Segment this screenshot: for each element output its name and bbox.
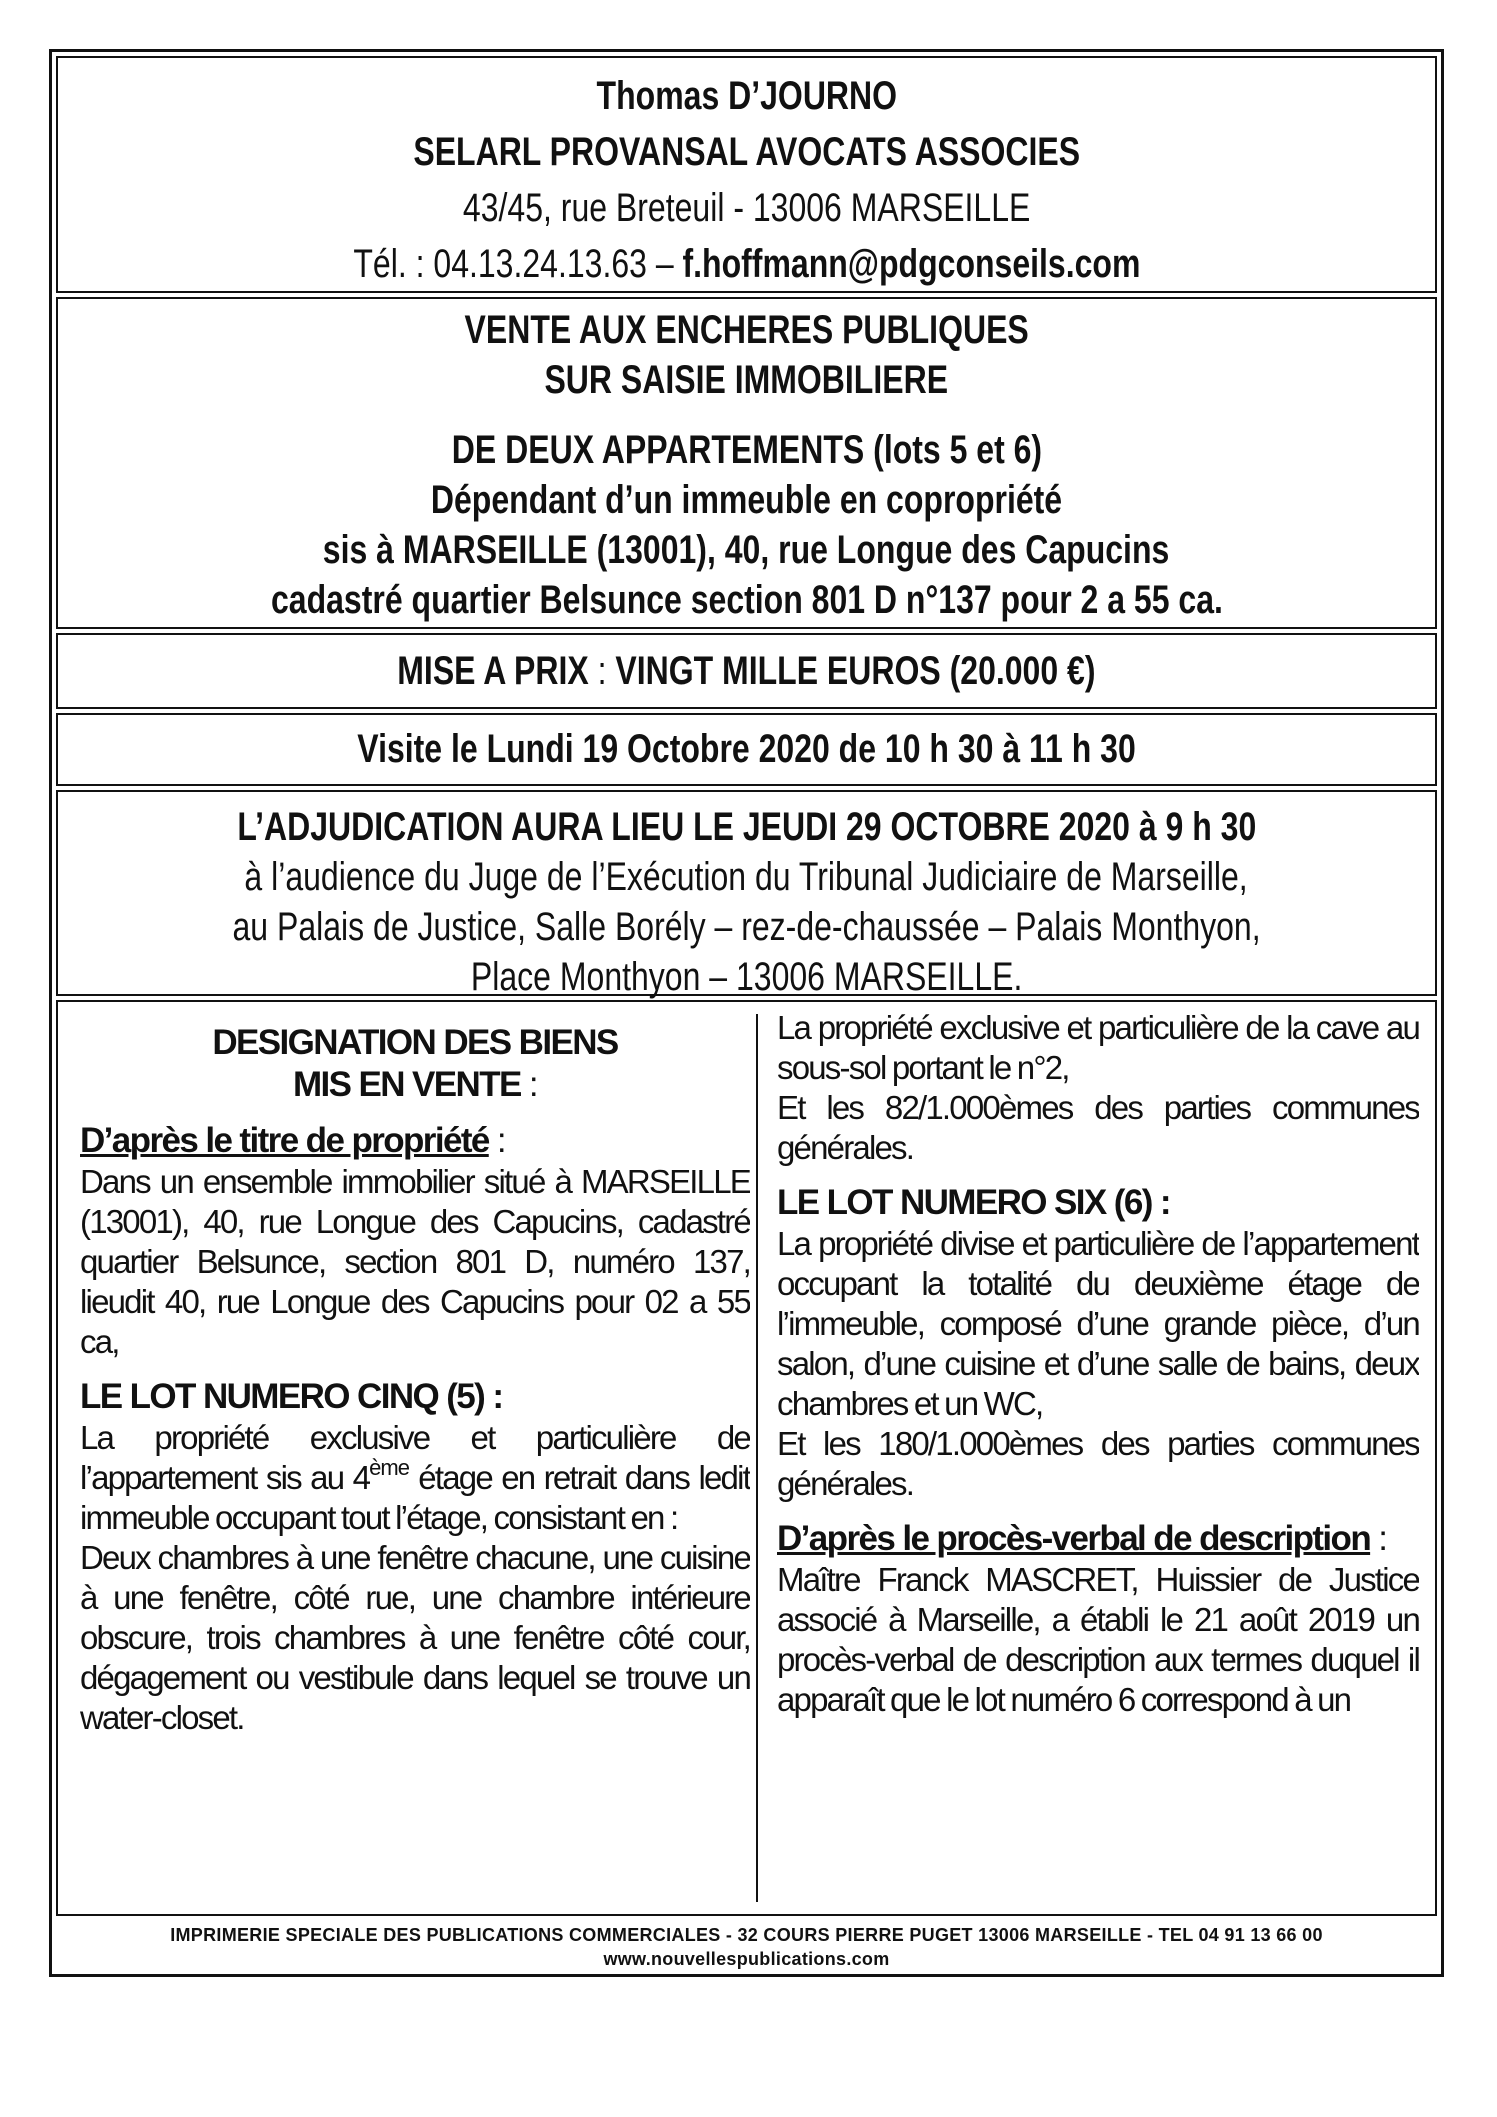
adjudication-line1: à l’audience du Juge de l’Exécution du Tribunal Judiciaire de Marseille, (244, 855, 1249, 899)
right-column (777, 1002, 1419, 1914)
firm-name: SELARL PROVANSAL AVOCATS ASSOCIES (413, 130, 1080, 174)
lawyer-name: Thomas D’JOURNO (596, 74, 897, 118)
sale-title-line1: VENTE AUX ENCHERES PUBLIQUES (464, 308, 1029, 352)
printer-footer (56, 1921, 1437, 1973)
sale-title-line2: SUR SAISIE IMMOBILIERE (544, 358, 949, 402)
lot5-text (80, 1418, 750, 1538)
adjudication-title: L’ADJUDICATION AURA LIEU LE JEUDI 29 OCTOBRE 2020 à 9 h 30 (237, 805, 1256, 849)
designation-heading-2 (80, 1064, 750, 1106)
lot5-superscript: ème (369, 1455, 409, 1480)
printer-website[interactable]: www.nouvellespublications.com (603, 1949, 890, 1969)
price-label: MISE A PRIX (397, 649, 589, 693)
sale-object (451, 425, 1041, 475)
email-link[interactable]: f.hoffmann@pdgconseils.com (682, 242, 1141, 286)
adjudication-line2: au Palais de Justice, Salle Borély – rez-de-chaussée – Palais Monthyon, (232, 905, 1261, 949)
visit-box (56, 713, 1437, 786)
printer-info: IMPRIMERIE SPECIALE DES PUBLICATIONS COMMERCIALES - 32 COURS PIERRE PUGET 13006 MARSEILLE - TEL 04 91 13 66 00 (170, 1925, 1323, 1945)
pv-text: Maître Franck MASCRET, Huissier de Justice associé à Marseille, a établi le 21 août 2019 un procès-verbal de description aux termes duquel il apparaît que le lot numéro 6 correspond à un (777, 1561, 1419, 1718)
cave-share: Et les 82/1.000èmes des parties communes générales. (777, 1089, 1419, 1166)
lot5-text-a: La propriété exclusive et particulière de l’appartement sis au 4 (80, 1419, 750, 1496)
sale-line3-street: , 40, rue Longue des Capucins (707, 528, 1170, 572)
titre-heading-text: D’après le titre de propriété (80, 1121, 489, 1160)
sale-object-bold: DE DEUX APPARTEMENTS (451, 428, 864, 472)
adjudication-box (56, 790, 1437, 999)
lot5-rooms: Deux chambres à une fenêtre chacune, une cuisine à une fenêtre, côté rue, une chambre intérieure obscure, trois chambres à une fenêtre côté cour, dégagement ou vestibule dans lequel se trouve un water-closet. (80, 1539, 750, 1736)
sale-line3 (323, 525, 1169, 575)
pv-heading-suffix: : (1370, 1519, 1387, 1558)
lot5-text-b: étage en retrait dans ledit immeuble occupant tout l’étage, consistant en : (80, 1459, 750, 1536)
price-value: VINGT MILLE EUROS (20.000 €) (615, 649, 1096, 693)
pv-heading-text: D’après le procès-verbal de description (777, 1519, 1371, 1558)
cave-text: La propriété exclusive et particulière de la cave au sous-sol portant le n°2, (777, 1009, 1419, 1086)
designation-heading-1: DESIGNATION DES BIENS (212, 1023, 618, 1062)
lawyer-header (56, 56, 1437, 293)
lot6-share: Et les 180/1.000èmes des parties communes générales. (777, 1425, 1419, 1502)
column-divider (756, 1014, 758, 1902)
sale-line3-pre: sis à (323, 528, 404, 572)
price-separator: : (588, 649, 616, 693)
sale-title-box (56, 297, 1437, 629)
telephone: Tél. : 04.13.24.13.63 – (352, 242, 683, 286)
contact-line (353, 236, 1140, 292)
price-box (56, 633, 1437, 709)
lot5-heading: LE LOT NUMERO CINQ (5) : (80, 1377, 503, 1416)
sale-line3-city: MARSEILLE (13001) (403, 528, 708, 572)
sale-cadastre: cadastré quartier Belsunce section 801 D n°137 pour 2 a 55 ca. (270, 578, 1223, 622)
property-details (56, 1000, 1437, 1916)
pv-heading (777, 1518, 1419, 1560)
sale-line2: Dépendant d’un immeuble en copropriété (430, 478, 1063, 522)
lot6-text: La propriété divise et particulière de l’appartement occupant la totalité du deuxième étage de l’immeuble, composé d’une grande pièce, d’un salon, d’une cuisine et d’une salle de bains, deux chambres et un WC, (777, 1225, 1419, 1422)
adjudication-line3: Place Monthyon – 13006 MARSEILLE. (470, 955, 1023, 999)
price-line (397, 635, 1095, 707)
titre-text: Dans un ensemble immobilier situé à MARSEILLE (13001), 40, rue Longue des Capucins, cadastré quartier Belsunce, section 801 D, numéro 137, lieudit 40, rue Longue des Capucins pour 02 a 55 ca, (80, 1163, 750, 1360)
designation-heading-2-text: MIS EN VENTE (292, 1065, 521, 1104)
visit-text: Visite le Lundi 19 Octobre 2020 de 10 h 30 à 11 h 30 (357, 727, 1136, 771)
lot6-heading: LE LOT NUMERO SIX (6) : (777, 1183, 1170, 1222)
sale-object-lots: (lots 5 et 6) (863, 428, 1042, 472)
firm-address: 43/45, rue Breteuil - 13006 MARSEILLE (462, 186, 1031, 230)
designation-heading-2-suffix: : (520, 1065, 538, 1104)
titre-heading (80, 1120, 750, 1162)
titre-heading-suffix: : (488, 1121, 505, 1160)
left-column (80, 1002, 750, 1914)
